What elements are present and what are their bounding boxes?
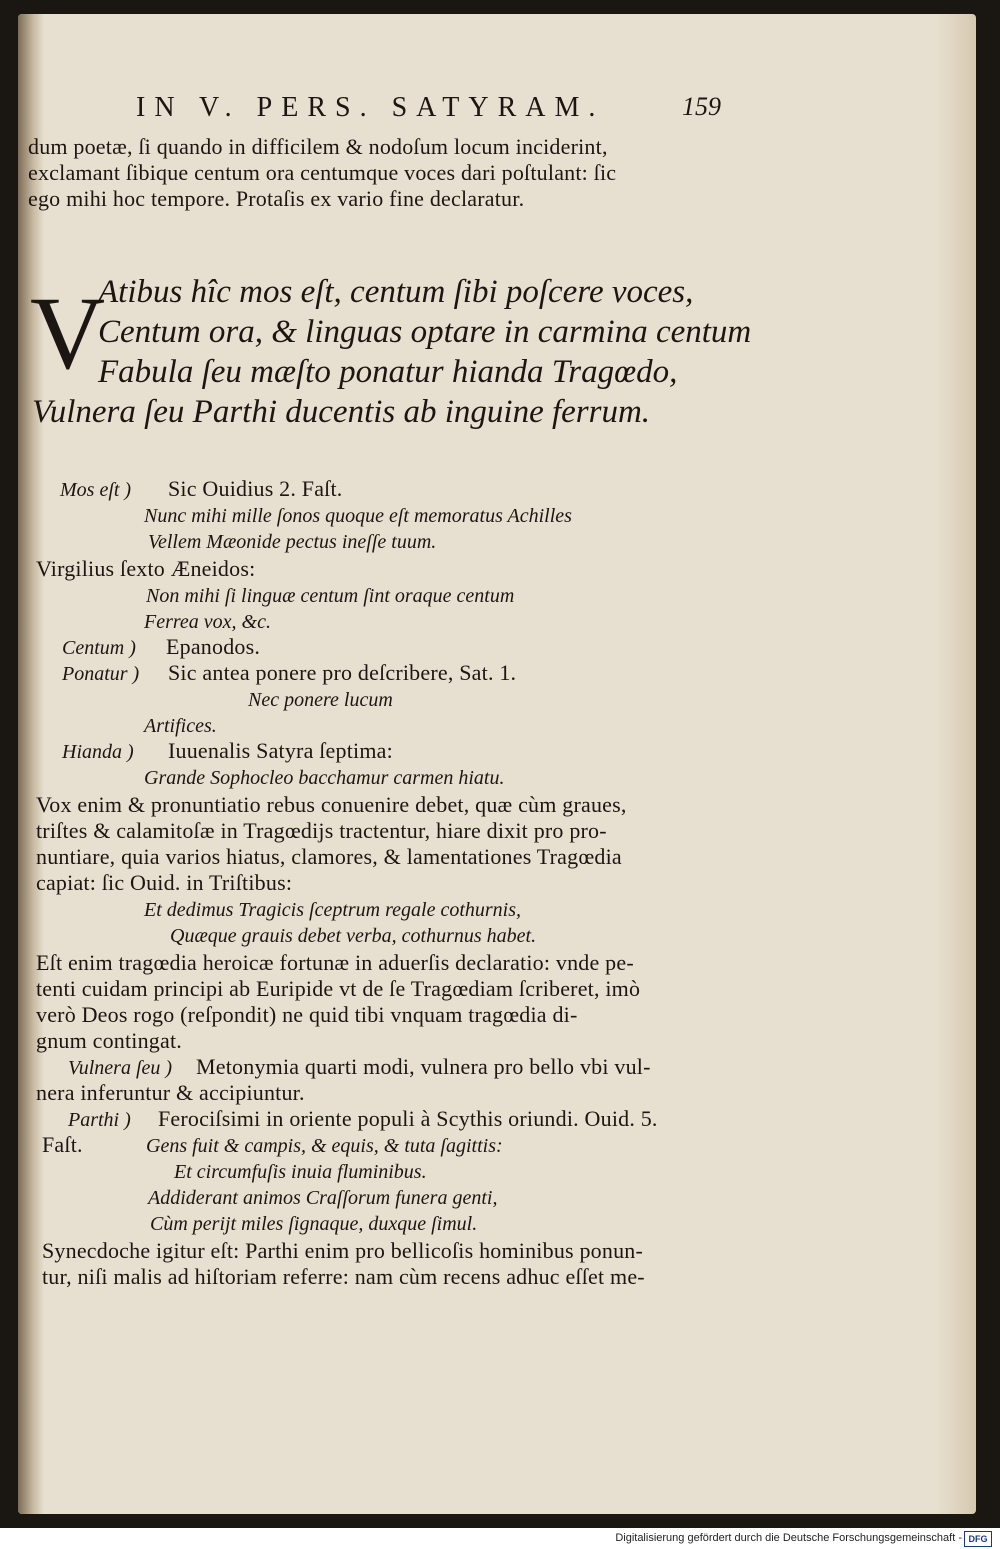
commentary-text: nuntiare, quia varios hiatus, clamores, & lamentationes Tragœdia [36,844,622,869]
quotation-line: Non mihi ſi linguæ centum ſint oraque centum [146,585,515,607]
verse-line-1: Atibus hîc mos eſt, centum ſibi poſcere voces, [98,274,694,310]
commentary-text: capiat: ſic Ouid. in Triſtibus: [36,870,293,895]
commentary-text: Ferociſsimi in oriente populi à Scythis oriundi. Ouid. 5. [158,1106,658,1131]
quotation-line: Ferrea vox, &c. [144,611,271,633]
intro-line-1: dum poetæ, ſi quando in difficilem & nodoſum locum inciderint, [28,134,608,159]
commentary-text: Vox enim & pronuntiatio rebus conuenire debet, quæ cùm graues, [36,792,627,817]
quotation-line: Grande Sophocleo bacchamur carmen hiatu. [144,767,505,789]
page-edge-shading [936,14,976,1514]
commentary-text: Virgilius ſexto Æneidos: [36,556,256,581]
intro-line-2: exclamant ſibique centum ora centumque voces dari poſtulant: ſic [28,160,617,185]
lemma-label: Mos eſt ) [60,479,132,501]
lemma-label: Ponatur ) [62,663,140,685]
commentary-text: Iuuenalis Satyra ſeptima: [168,738,393,763]
commentary-text: triſtes & calamitoſæ in Tragœdijs tractentur, hiare dixit pro pro- [36,818,607,843]
quotation-line: Nec ponere lucum [248,689,393,711]
quotation-line: Artifices. [144,715,217,737]
quotation-line: Cùm perijt miles ſignaque, duxque ſimul. [150,1213,478,1235]
quotation-line: Addiderant animos Craſſorum funera genti, [148,1187,498,1209]
commentary-text: Eſt enim tragœdia heroicæ fortunæ in aduerſis declaratio: vnde pe- [36,950,634,975]
commentary-text: verò Deos rogo (reſpondit) ne quid tibi vnquam tragœdia di- [36,1002,578,1027]
commentary-text: tur, niſi malis ad hiſtoriam referre: nam cùm recens adhuc eſſet me- [42,1264,645,1289]
running-title: IN V. PERS. SATYRAM. [136,92,605,123]
commentary-text: tenti cuidam principi ab Euripide vt de ſe Tragœdiam ſcriberet, imò [36,976,641,1001]
book-gutter [18,14,44,1514]
quotation-line: Quæque grauis debet verba, cothurnus habet. [170,925,537,947]
dfg-logo-icon: DFG [964,1531,992,1547]
commentary-text: nera inferuntur & accipiuntur. [36,1080,305,1105]
commentary-text: Sic Ouidius 2. Faſt. [168,476,343,501]
lemma-label: Vulnera ſeu ) [68,1057,173,1079]
funding-credit: Digitalisierung gefördert durch die Deutsche Forschungsgemeinschaft - [615,1532,962,1544]
verse-line-3: Fabula ſeu mæſto ponatur hianda Tragœdo, [98,354,678,390]
scanned-page [18,14,976,1514]
commentary-text: Epanodos. [166,634,261,659]
lemma-label: Parthi ) [68,1109,131,1131]
commentary-text: gnum contingat. [36,1028,182,1053]
lemma-label: Centum ) [62,637,136,659]
quotation-line: Nunc mihi mille ſonos quoque eſt memoratus Achilles [144,505,572,527]
commentary-text: Faſt. [42,1132,83,1157]
lemma-label: Hianda ) [62,741,134,763]
quotation-line: Vellem Mæonide pectus ineſſe tuum. [148,531,437,553]
commentary-text: Sic antea ponere pro deſcribere, Sat. 1. [168,660,517,685]
folio-number: 159 [682,92,721,121]
intro-line-3: ego mihi hoc tempore. Protaſis ex vario fine declaratur. [28,186,525,211]
drop-cap: V [30,276,106,391]
verse-line-4: Vulnera ſeu Parthi ducentis ab inguine ferrum. [32,394,651,430]
commentary-text: Synecdoche igitur eſt: Parthi enim pro bellicoſis hominibus ponun- [42,1238,644,1263]
commentary-text: Metonymia quarti modi, vulnera pro bello vbi vul- [196,1054,651,1079]
verse-line-2: Centum ora, & linguas optare in carmina centum [98,314,752,350]
quotation-line: Gens fuit & campis, & equis, & tuta ſagittis: [146,1135,503,1157]
digitization-footer [0,1528,1000,1549]
quotation-line: Et circumfuſis inuia fluminibus. [174,1161,427,1183]
quotation-line: Et dedimus Tragicis ſceptrum regale cothurnis, [144,899,522,921]
